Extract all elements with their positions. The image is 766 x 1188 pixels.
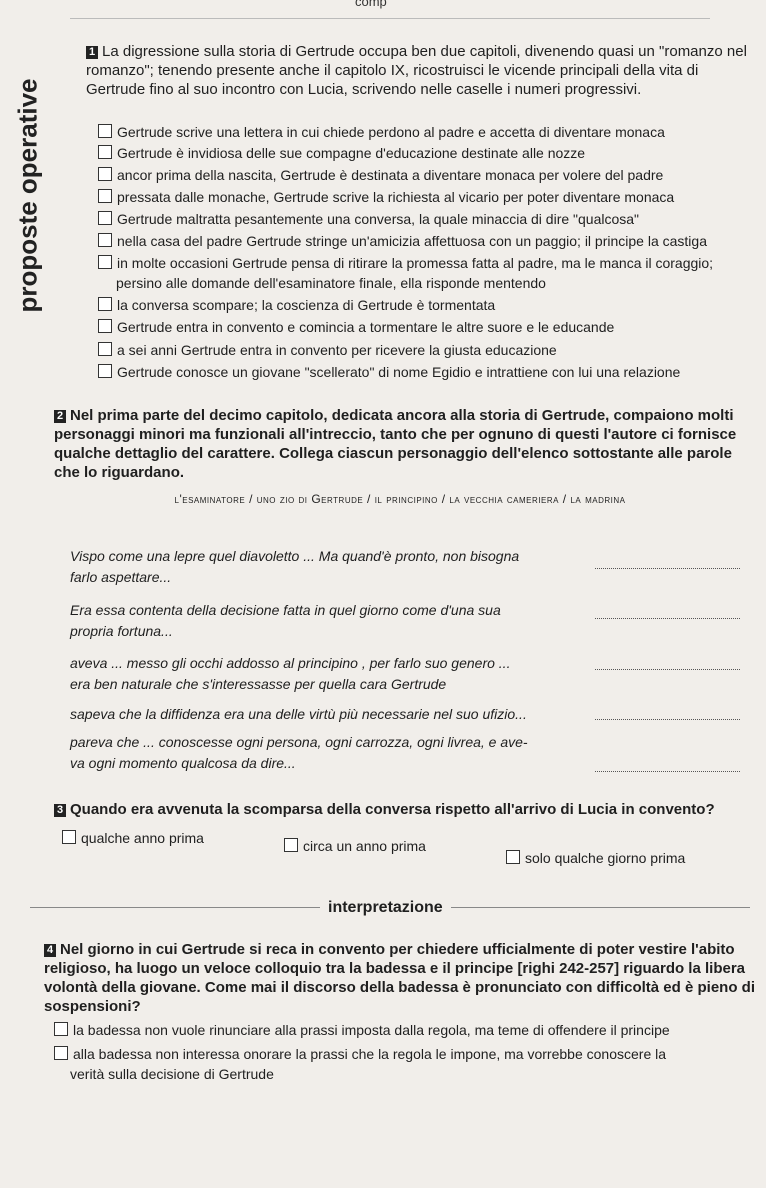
quote-item <box>70 653 575 695</box>
q1-item <box>98 342 557 358</box>
q1-item-text: Gertrude pensa di ritirare la promessa fatta al padre, ma le manca il coraggio; <box>232 255 714 271</box>
question-3 <box>54 800 754 819</box>
question-1 <box>86 42 751 99</box>
quote-item <box>70 704 575 725</box>
question-2 <box>54 406 744 482</box>
q1-item <box>98 297 495 313</box>
quote-line: va ogni momento qualcosa da dire... <box>70 755 296 771</box>
section-title: interpretazione <box>320 899 451 917</box>
quote-item <box>70 546 575 588</box>
q1-item-text: Gertrude scrive la richiesta al vicario per poter diventare monaca <box>273 189 675 205</box>
checkbox[interactable] <box>54 1046 68 1060</box>
q4-option <box>54 1046 666 1062</box>
character-list: l'esaminatore / uno zio di Gertrude / il principino / la vecchia cameriera / la madrina <box>174 492 626 506</box>
q1-item-prefix: ancor prima della nascita, <box>117 167 277 183</box>
q4-option <box>54 1022 670 1038</box>
q1-item-text: Gertrude scrive una lettera in cui chiede perdono al padre e accetta di diventare monaca <box>117 124 665 140</box>
quote-line: Vispo come una lepre quel diavoletto ... Ma quand'è pronto, non bisogna <box>70 548 520 564</box>
q1-item-text: la conversa scompare; la coscienza di Gertrude è tormentata <box>117 297 496 313</box>
number-box[interactable] <box>98 255 112 269</box>
answer-line[interactable] <box>595 770 740 772</box>
number-box[interactable] <box>98 364 112 378</box>
q1-item-text: Gertrude stringe un'amicizia affettuosa con un paggio; il principe la castiga <box>246 233 707 249</box>
side-label-text: proposte operative <box>12 77 43 313</box>
q1-item <box>98 255 713 271</box>
checkbox[interactable] <box>54 1022 68 1036</box>
question-3-text: Quando era avvenuta la scomparsa della conversa rispetto all'arrivo di Lucia in convento? <box>70 801 715 818</box>
q1-item <box>98 189 674 205</box>
answer-line[interactable] <box>595 718 740 720</box>
q1-item-text: Gertrude è destinata a diventare monaca per volere del padre <box>280 167 664 183</box>
number-box[interactable] <box>98 211 112 225</box>
q1-item-prefix: a sei anni <box>117 342 177 358</box>
question-number: 2 <box>54 410 66 423</box>
q1-item-text: Gertrude entra in convento per ricevere la giusta educazione <box>180 342 557 358</box>
number-box[interactable] <box>98 124 112 138</box>
q1-item <box>98 167 663 183</box>
quote-line: era ben naturale che s'interessasse per quella cara Gertrude <box>70 676 447 692</box>
question-number: 1 <box>86 46 98 59</box>
q3-option <box>284 838 426 854</box>
quote-line: aveva ... messo gli occhi addosso al principino , per farlo suo genero ... <box>70 655 511 671</box>
number-box[interactable] <box>98 189 112 203</box>
quote-line: pareva che ... conoscesse ogni persona, ogni carrozza, ogni livrea, e ave- <box>70 734 528 750</box>
q1-item-prefix: nella casa del padre <box>117 233 243 249</box>
answer-line[interactable] <box>595 567 740 569</box>
answer-line[interactable] <box>595 668 740 670</box>
number-box[interactable] <box>98 145 112 159</box>
q3-option-text: circa un anno prima <box>303 838 426 854</box>
checkbox[interactable] <box>284 838 298 852</box>
q1-item-text: Gertrude maltratta pesantemente una conversa, la quale minaccia di dire "qualcosa" <box>117 211 640 227</box>
q1-item <box>98 124 665 140</box>
number-box[interactable] <box>98 319 112 333</box>
q1-item-prefix: pressata dalle monache, <box>117 189 270 205</box>
checkbox[interactable] <box>62 830 76 844</box>
header-rule <box>70 18 710 19</box>
question-4 <box>44 940 756 1016</box>
answer-line[interactable] <box>595 617 740 619</box>
quote-line: farlo aspettare... <box>70 569 172 585</box>
checkbox[interactable] <box>506 850 520 864</box>
q3-option <box>62 830 204 846</box>
number-box[interactable] <box>98 342 112 356</box>
q1-item-text: Gertrude entra in convento e comincia a tormentare le altre suore e le educande <box>117 319 615 335</box>
q1-item <box>98 319 614 335</box>
question-number: 4 <box>44 944 56 957</box>
q4-option-text: la badessa non vuole rinunciare alla prassi imposta dalla regola, ma teme di offendere il principe <box>73 1022 670 1038</box>
question-1-text: La digressione sulla storia di Gertrude occupa ben due capitoli, divenendo quasi un "romanzo nel romanzo"; tenendo presente anche il capitolo IX, ricostruisci le vicende principali della vita di Gertrude fino al suo incontro con Lucia, scrivendo nelle caselle i numeri progressivi. <box>86 43 747 98</box>
q1-item <box>98 211 639 227</box>
q3-option-text: qualche anno prima <box>81 830 204 846</box>
q1-item-text: Gertrude è invidiosa delle sue compagne d'educazione destinate alle nozze <box>117 145 586 161</box>
question-number: 3 <box>54 804 66 817</box>
side-label <box>4 77 52 313</box>
question-4-text: Nel giorno in cui Gertrude si reca in convento per chiedere ufficialmente di poter vestire l'abito religioso, ha luogo un veloce colloquio tra la badessa e il principe [righi 242-257] riguardo la libera volontà della giovane. Come mai il discorso della badessa è pronunciato con difficoltà ed è pieno di sospensioni? <box>44 941 755 1015</box>
q3-option-text: solo qualche giorno prima <box>525 850 686 866</box>
quote-line: sapeva che la diffidenza era una delle virtù più necessarie nel suo ufizio... <box>70 706 527 722</box>
q1-item <box>98 364 680 380</box>
header-fragment: comp <box>355 0 387 9</box>
q1-item-text: Gertrude conosce un giovane "scellerato" di nome Egidio e intrattiene con lui una relazione <box>117 364 681 380</box>
q1-item <box>98 233 707 249</box>
number-box[interactable] <box>98 233 112 247</box>
quote-item <box>70 732 575 774</box>
q1-item-prefix: in molte occasioni <box>117 255 229 271</box>
q1-item <box>98 145 585 161</box>
number-box[interactable] <box>98 297 112 311</box>
number-box[interactable] <box>98 167 112 181</box>
q1-item-continuation: persino alle domande dell'esaminatore finale, ella risponde mentendo <box>116 275 546 291</box>
quote-item <box>70 600 575 642</box>
quote-line: propria fortuna... <box>70 623 173 639</box>
quote-line: Era essa contenta della decisione fatta in quel giorno come d'una sua <box>70 602 501 618</box>
question-2-text: Nel prima parte del decimo capitolo, dedicata ancora alla storia di Gertrude, compaiono molti personaggi minori ma funzionali all'intreccio, tanto che per ognuno di questi l'autore ci fornisce qualche dettaglio del carattere. Collega ciascun personaggio dell'elenco sottostante alle parole che lo riguardano. <box>54 407 737 481</box>
q4-option-continuation: verità sulla decisione di Gertrude <box>70 1066 274 1082</box>
q3-option <box>506 850 685 866</box>
q4-option-text: alla badessa non interessa onorare la prassi che la regola le impone, ma vorrebbe conoscere la <box>73 1046 667 1062</box>
